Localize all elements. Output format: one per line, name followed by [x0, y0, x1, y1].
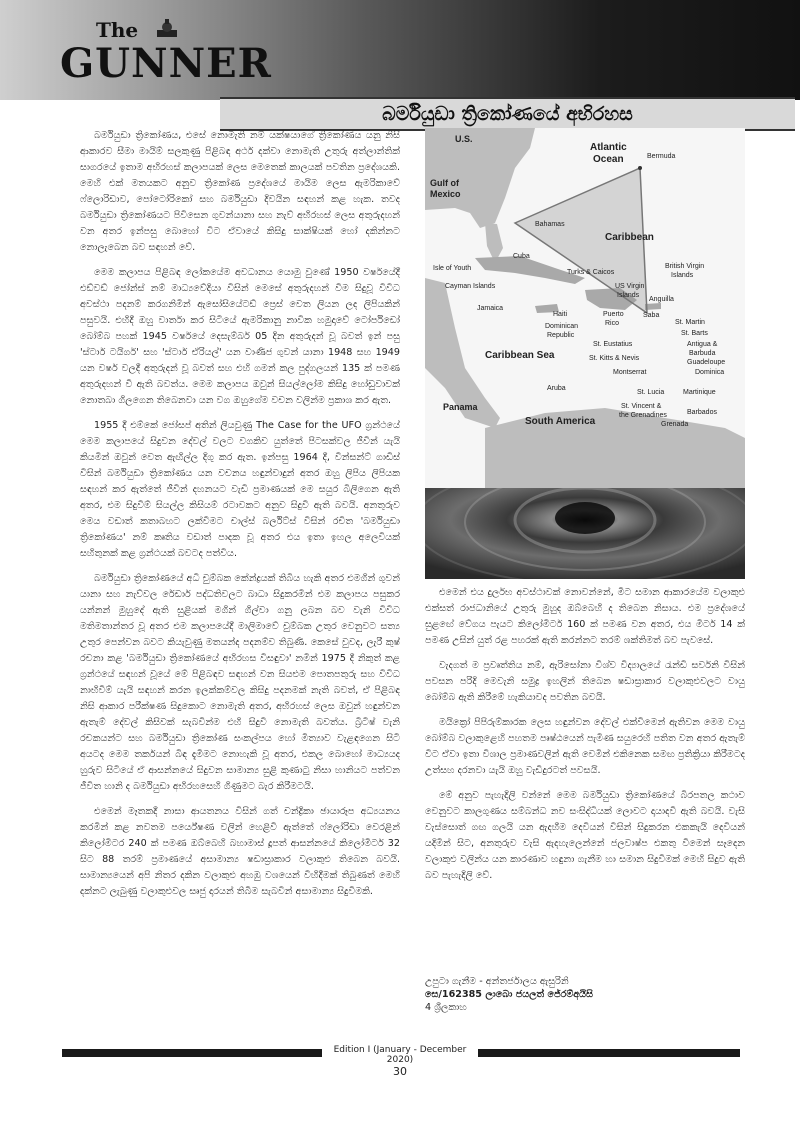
- label-st-kitts: St. Kitts & Nevis: [589, 355, 640, 362]
- paragraph: බර්මියුඩා ත්‍රිකෝණය, එසේ නොමැති නම් යක්ෂයාගේ ත්‍රිකෝණය යනු නිසි ආකාරව සීමා මායිම් සලකුණු පිළිබඳ අර්ථ දක්වා නොමැති උතුරු අත්ලාන්තික් සාගරයේ ඉතාම අභිරහස් කලාපයක් ලෙස මෙතෙක් කාලයක් පවතින ප්‍රදේශයකි. මෙහි එක් මතයකට අනුව ත්‍රිකෝණ ප්‍රදේශයේ මායිම ලෙස ඇමරිකාවේ ෆ්ලොරිඩාව, පෝටෝරිකෝ සහ බර්මියුඩා දිවයින සඳහන් කළ හැක. තවද බර්මියුඩා ත්‍රිකෝණයට පිවිසෙන ගුවන්යානා සහ නැව් අභිරහස් ලෙස අතුරුදහන් වන අතර ඉන්පසු බොහෝ විට ඒවායේ කිසිදු සාක්ෂියක් හෝ දකින්නට නොලැබෙන බව සඳහන් වේ.: [80, 130, 400, 253]
- label-bermuda: Bermuda: [647, 153, 676, 160]
- label-caribbean-sea: Caribbean Sea: [485, 350, 555, 361]
- paragraph: එමෙන් මෑතකදී නාසා ආයතනය විසින් ගත් චන්ද්‍රිකා ඡායාරූප අධ්‍යයනය කරමින් කළ නවතම පර්යේෂණ වලින් හෙළිවී ඇත්තේ ෆ්ලෝරිඩා වෙරළින් කිලෝමීටර 240 ක් පමණ ඔබ්බෙහි බහාමාස් දූපත් ආසන්නයේ කිලෝමීටර් 32 සිට 88 තරම් ප්‍රමාණයේ අසාමාන්‍ය ෂඩාස්‍රාකාර වලාකුළු තිබෙන බවයි. සාමාන්‍යයෙන් අපි නිතර දකින වලාකුළු අහඹු වශයෙන් විහිදීමක් තිබුණත් මෙහි දක්නට ලැබුණු වලාකුළුවල සෘජු දාරයන් තිබීම සැබවින් අසාමාන්‍ය සිදුවීමකි.: [80, 806, 400, 897]
- author-credit: [425, 975, 745, 1014]
- title-bar: [220, 97, 795, 131]
- page-number: 30: [393, 1065, 407, 1078]
- label-turks: Turks & Caicos: [567, 269, 615, 276]
- label-dominica: Dominica: [695, 369, 725, 376]
- label-haiti: Haiti: [553, 311, 568, 318]
- paragraph: වැදගත් ම ප්‍රවෘත්තිය නම්, ඇරිසෝනා විශ්ව විද්‍යාලයේ රැන්ඩි සර්වනි විසින් පවසන පරිදි මෙවැනි සමුද්‍ර ඉහලින් තිබෙන ෂඩාස්‍රාකාර වලාකුළුවලට වායු බෝම්බ ඇති කිරීමේ හැකියාවද පවතින බවයි.: [425, 660, 745, 703]
- right-column: [425, 585, 745, 893]
- credit-unit: 4 ශ්‍රීලකාහ: [425, 1002, 467, 1013]
- label-puerto-1: Puerto: [603, 311, 624, 318]
- label-barbados: Barbados: [687, 409, 717, 416]
- paragraph: මයික්‍රෝ පිපිරුම්කාරක ලෙස හඳුන්වන දේවල් එක්වීමෙන් ඇතිවන මෙම වායු බෝම්බ වලාකුළෙහි පහතම පෘෂ්ඨයෙන් පැමිණ සයුරෙහි පතිත වන අතර ඇතැම් විට ඒවා ඉතා විශාල ප්‍රමාණවලින් ඇති වෙමින් එකිනෙක සමඟ ප්‍රතික්‍රියා කිරීමටද උත්සහ දරනවා යැයි ඔහු වැඩිදුරටත් පවසයි.: [425, 717, 745, 776]
- ocean-vortex-photo: [425, 488, 745, 579]
- label-grenada: Grenada: [661, 421, 689, 428]
- label-bvi-2: Islands: [671, 272, 694, 279]
- label-anguilla: Anguilla: [649, 296, 674, 303]
- label-bahamas: Bahamas: [535, 221, 565, 228]
- label-st-barts: St. Barts: [681, 330, 708, 337]
- credit-source: උපුටා ගැනීම - අන්තර්ජාලය ඇසුරිනි: [425, 976, 569, 987]
- label-caribbean: Caribbean: [605, 232, 654, 243]
- article-title: බර්මියුඩා ත්‍රිකෝණයේ අභිරහස: [382, 103, 633, 125]
- label-bvi-1: British Virgin: [665, 263, 705, 270]
- gunner-logo: [60, 18, 272, 88]
- label-cuba: Cuba: [513, 253, 530, 260]
- footer-bar-right: [478, 1049, 740, 1057]
- label-st-vincent-2: the Grenadines: [619, 412, 667, 419]
- label-guadeloupe: Guadeloupe: [687, 359, 726, 366]
- left-column: [80, 128, 400, 909]
- label-puerto-2: Rico: [605, 320, 620, 327]
- label-st-martin: St. Martin: [675, 319, 705, 326]
- label-gulf: Gulf of: [430, 178, 459, 188]
- label-us: U.S.: [455, 134, 473, 144]
- label-antigua-2: Barbuda: [689, 350, 716, 357]
- label-st-eustatius: St. Eustatius: [593, 341, 633, 348]
- label-south-america: South America: [525, 416, 596, 427]
- label-usvi-1: US Virgin: [615, 283, 645, 290]
- logo-gunner-text: GUNNER: [60, 40, 272, 87]
- label-mexico: Mexico: [430, 189, 461, 199]
- label-dominican-1: Dominican: [545, 323, 579, 330]
- label-st-vincent-1: St. Vincent &: [621, 403, 662, 410]
- paragraph: මෙම කලාපය පිළිබඳ ලෝකයේම අවධානය යොමු වුණේ 1950 වර්ෂයේදී එඩ්වඩ් ජෝන්ස් නම් මාධ්‍යවේදියා විසින් මෙසේ අතුරුදහන් වීම සිදුවූ විවිධ අවස්ථා පදනම් කරගනිමින් ඇසෝසියේටඩ් ප්‍රෙස් වෙත ලියන ලද ලිපියකින් පසුවයි. එහිදී ඔහු වාර්තා කර සිටියේ ඇමරිකානු නාවික හමුදාවේ ටෝර්පිඩෝ බෝම්බ පහක් 1945 වර්ෂයේ දෙසැම්බර් 05 දින අතුරුදන් වූ බවත් ඉන් පසු 'ස්ටාර් ටයිගර්' සහ 'ස්ටාර් ඒරියල්' යන වාණිජ ගුවන් යානා 1948 සහ 1949 යන වර්ෂ වලදී අතුරුදන් වූ බවත් සහ එහි ගමන් කල පුද්ගලයන් 135 ක් පමණ අතුරුදහන් වී ඇති බවත්ය. මෙම කලාපය ඔවුන් සියල්ලෝම කිසිදු හෝඩුවාවක් නොතබා ගිලගෙන තිබෙනවා යන වග ඔහුගේම වචන වලින්ම ප්‍රකාශ කර ඇත.: [80, 267, 400, 406]
- label-antigua-1: Antigua &: [687, 341, 718, 348]
- bermuda-marker: [638, 166, 642, 170]
- label-jamaica: Jamaica: [477, 305, 504, 312]
- label-ocean: Ocean: [593, 154, 624, 165]
- label-usvi-2: Islands: [617, 292, 640, 299]
- label-st-lucia: St. Lucia: [637, 389, 665, 396]
- label-aruba: Aruba: [547, 385, 566, 392]
- footer-bar-left: [62, 1049, 322, 1057]
- label-dominican-2: Republic: [547, 332, 575, 339]
- paragraph: එමෙන් එය දුර්ලභ අවස්ථාවක් නොවන්නේ, මීට සමාන ආකාරයේම වලාකුළු එක්සත් රාජධානියේ උතුරු මුහුද ඔබ්බෙහි ද තිබෙන නිසාය. එම ප්‍රදේශයේ සුළඟේ වේගය පැයට කිලෝමීටර් 160 ක් පමණ වන අතර, එය මීටර් 14 ක් පමණ උසින් යුත් රළ පහරක් ඇති කරන්නට තරම් ශක්තිමත් බව පැවසේ.: [425, 587, 745, 646]
- logo-the-text: The: [96, 18, 139, 42]
- label-cayman: Cayman Islands: [445, 283, 496, 290]
- label-isle-of-youth: Isle of Youth: [433, 265, 472, 272]
- paragraph: බර්මියුඩා ත්‍රිකෝණයේ අධි චුම්බක කේන්ද්‍රයක් තිබිය හැකි අතර එමගින් ගුවන් යානා සහ නැව්වල රේඩාර් පද්ධතිවලට බාධා සිදුකරමින් එම කලාපය පසුකර යන්නන් මුහුදේ ඇති සුළියක් මගින් ගිල්වා ගනු ලබන බව වැනි විවිධ මතිමතාන්තර වූ අතර එම කලාපයේදී මාලිමාවේ චුම්බක උතුර වෙනුවට සත්‍ය උතුර පෙන්වන බවට කියැවුණු මතයන්ද පදනම්ව තිබුණි. කෙසේ වුවද, ලැරී කුෂ් රචනා කළ 'බර්මියුඩා ත්‍රිකෝණයේ අභිරහස විසඳුවා' නමින් 1975 දී නිකුත් කළ ග්‍රන්ථයේ සඳහන් වූයේ මේ පිළිබඳව සඳහන් වන සියළුම පොතපතුරු සහ විවිධ නාභිවීම් යැයි සඳහන් කරන ඉලක්කම්වල කිසිදු පදනමක් නැති බවත්, ඒ පිළිබඳ නිසි ආකාර පරීක්ෂණ සිදුකොට නොමැති අතර, අභිරහස් ලෙස ඔවුන් හඳුන්වන ඇතැම් දේවල් කිසිවක් සැබවින්ම එහි සිදුවී නොමැති බවත්ය. බ්‍රිටිෂ් වැනි රචකයන්ට සහ බර්මියුඩා ත්‍රිකෝණ සංකල්පය හෝ මිත්‍යාව වැළඳගෙන සිටි අයටද මෙම තර්කයන් බිඳ දැමීමට නොහැකි වූ අතර, එකල බොහෝ මාධ්‍යයද හුරුව සිටියේ ඒ ආසන්නයේ සිදුවන සාමාන්‍ය සුළි කුණාටු නිසා හානියට පත්වන ජීවිත හානි ද බර්මියුඩා අභිරහසෙහි ගිණුමට බැර කිරීමටයි.: [80, 573, 400, 792]
- paragraph: 1955 දී එම්කේ ජෝසප් අතින් ලියවුණු The Case for the UFO ග්‍රන්ථයේ මෙම කලාපයේ සිදුවන දේවල් වලට වගකිව යුත්තේ පිටසක්වල ජීවීන් යැයි කියමින් ඔවුන් වෙත ඇඟිල්ල දිගු කර ඇත. ඉන්පසු 1964 දී, වින්සන්ට් ගාඩිස් විසින් බර්මියුඩා ත්‍රිකෝණය යන වචනය හඳුන්වාදුන් අතර ඔහු ලිපිය ලිපියක සඳහන් කර ඇත්තේ ජීවීන් දහනයට වැඩි ප්‍රමාණයක් මෙ සයුර බිලිගෙන ඇති අතර, එම සිදුවීම් සියල්ල කිසියම් රටාවකට අනුව සිදුවී ඇති බවයි. අනතුරුව මෙය වඩාත් කතාබහට ලක්වීමට චාල්ස් බර්ලිට්ස් විසින් රචිත 'බර්මියුඩා ත්‍රිකෝණය' නම් කෘතිය වඩාත් පාදක වූ අතර එය ඉතා ඉහල අලෙවියක් සහිතුනක් කළ ග්‍රන්ථයක් බවටද පත්විය.: [80, 420, 400, 559]
- label-saba: Saba: [643, 312, 660, 319]
- edition-text: Edition I (January - December 2020): [333, 1045, 467, 1065]
- label-martinique: Martinique: [683, 389, 716, 396]
- credit-author: සෙ/162385 ලාබො ජයලත් ජේරම්අයිසි: [425, 989, 593, 1000]
- crest-icon: [154, 18, 180, 40]
- bermuda-triangle-map: [425, 128, 745, 488]
- label-panama: Panama: [443, 402, 478, 412]
- paragraph: මේ අනුව පැහැදිලි වන්නේ මෙම බර්මියුඩා ත්‍රිකෝණයේ බිරපතල කථාව වෙනුවට කාලගුණය සම්බන්ධ නව සංසිද්ධියක් ලොවට දායාදවී ඇති බවයි. වැසි වැස්සොත් ගඟ ගලයි යන ඇදහීම දෙවියන් විසින් සිදුකරන එකකැයි දෙවියන් යදිමින් සිට, අනතුරුව වැසි ඇදහැලෙන්නේ ජලවාෂ්ප එකතු වීමෙන් සෑදෙන වලාකුළු වලින්ය යන කාරණාව හඳුනා ගැනීම හා සමාන සිදුවීමක් මෙහි සිදුව ඇති බව පැහැදිලි වේ.: [425, 790, 745, 881]
- label-atlantic: Atlantic: [590, 142, 627, 153]
- label-montserrat: Montserrat: [613, 369, 647, 376]
